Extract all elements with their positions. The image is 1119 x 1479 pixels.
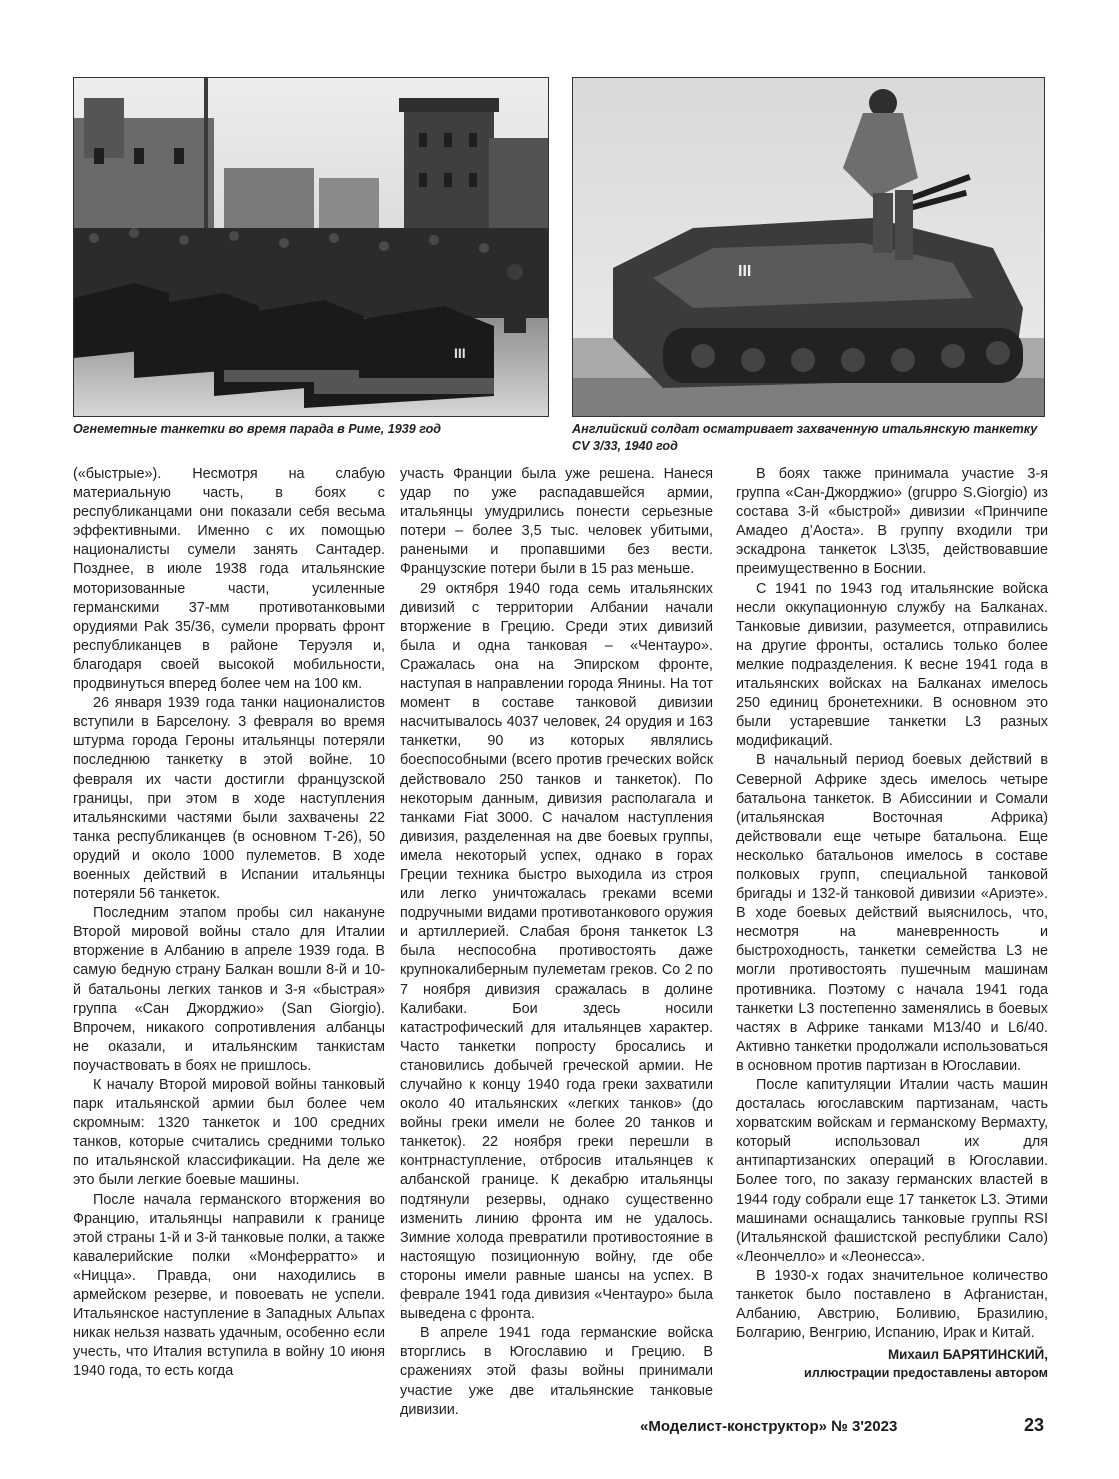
- paragraph: В начальный период боевых действий в Северной Африке здесь имелось четыре батальона танкеток. В Абиссинии и Сомали (итальянская Восточная Африка) действовали еще четыре батальона. Еще несколько батальонов имелось в составе полковых групп, специальной танковой бригады и 132-й танковой дивизии «Ариэте». В ходе боевых действий выяснилось, что, несмотря на маневренность и быстроходность, танкетки семейства L3 не могли противостоять пушечным машинам противника. Поэтому с начала 1941 года танкетки L3 постепенно заменялись в боевых частях в Африке танками M13/40 и L6/40. Активно танкетки продолжали использоваться в основном против партизан в Югославии.: [736, 752, 1048, 1074]
- paragraph: К началу Второй мировой войны танковый парк итальянской армии был более чем скромным: 1320 танкеток и 100 средних танков, которые считались средними только по итальянской классификации. На деле же это были легкие боевые машины.: [73, 1077, 385, 1189]
- parade-photo: [73, 77, 549, 417]
- page-number: 23: [1024, 1415, 1045, 1435]
- tank-marking-left: III: [454, 345, 466, 361]
- paragraph: («быстрые»). Несмотря на слабую материальную часть, в боях с республиканцами они показали себя весьма эффективными. Именно с их помощью националисты сумели занять Сантадер. Позднее, в июле 1938 года итальянские моторизованные части, усиленные германскими 37-мм противотанковыми орудиями Pak 35/36, сумели прорвать фронт республиканцев в районе Теруэля и, благодаря своей высокой мобильности, продвинуться вперед более чем на 100 км.: [73, 466, 385, 693]
- author-name: Михаил БАРЯТИНСКИЙ,: [887, 1347, 1048, 1363]
- photo-caption-right: Английский солдат осматривает захваченную итальянскую танкетку CV 3/33, 1940 год: [572, 422, 1038, 453]
- paragraph: С 1941 по 1943 год итальянские войска несли оккупационную службу на Балканах. Танковые дивизии, разумеется, отправились на другие фронты, остались только более мелкие подразделения. К весне 1941 года в итальянских войсках на Балканах имелось 250 единиц бронетехники. В основном это были устаревшие танкетки L3 разных модификаций.: [736, 580, 1048, 750]
- text-column-2: [400, 465, 713, 1420]
- photo-caption-left: Огнеметные танкетки во время парада в Риме, 1939 год: [73, 422, 442, 436]
- paragraph: Последним этапом пробы сил накануне Второй мировой войны стало для Италии вторжение в Албанию в апреле 1939 года. В самую бедную страну Балкан вошли 8-й и 10-й батальоны легких танков и 3-я «быстрая» группа «Сан Джорджио» (San Giorgio). Впрочем, никакого сопротивления албанцы не оказали, и итальянским танкистам поучаствовать в боях не пришлось.: [73, 905, 385, 1074]
- captured-tankette-photo: [572, 77, 1045, 417]
- paragraph: После начала германского вторжения во Францию, итальянцы направили к границе этой страны 1-й и 3-й танковые полки, а также кавалерийские полки «Монферратто» и «Ницца». Правда, они находились в армейском резерве, и повоевать не успели. Итальянское наступление в Западных Альпах никак нельзя назвать удачным, особенно если учесть, что Италия вступила в войну 10 июня 1940 года, то есть когда: [73, 1191, 385, 1380]
- paragraph: После капитуляции Италии часть машин досталась югославским партизанам, часть хорватским войскам и германскому Вермахту, который использовал их для антипартизанских операций в Югославии. Более того, по заказу германских властей в 1944 году собрали еще 17 танкеток L3. Этими машинами оснащались танковые группы RSI (Итальянской фашистской республики Сало) «Леончелло» и «Леонесса».: [736, 1077, 1048, 1265]
- paragraph: В боях также принимала участие 3-я группа «Сан-Джорджио» (gruppo S.Giorgio) из состава 3-й «быстрой» дивизии «Принчипе Амадео д’Аоста». В группу входили три эскадрона танкеток L3\35, действовавшие преимущественно в Боснии.: [736, 466, 1048, 578]
- tank-marking-right: III: [738, 263, 752, 280]
- text-column-1: [73, 465, 385, 1382]
- magazine-issue: «Моделист-конструктор» № 3'2023: [640, 1418, 898, 1435]
- paragraph: 26 января 1939 года танки националистов вступили в Барселону. 3 февраля во время штурма города Героны итальянцы потеряли последнюю танкетку в этой войне. 10 февраля их части достигли французской границы, при этом в ходе наступления итальянскими частями были захвачены 22 танка республиканцев (в основном Т-26), 50 орудий и около 1000 пулеметов. В ходе военных действий в Испании итальянцы потеряли 56 танкеток.: [73, 695, 385, 903]
- paragraph: участь Франции была уже решена. Нанеся удар по уже распадавшейся армии, итальянцы умудрились понести серьезные потери – более 3,5 тыс. человек убитыми, ранеными и пропавшими без вести. Французские потери были в 15 раз меньше.: [400, 466, 713, 578]
- paragraph: В апреле 1941 года германские войска вторглись в Югославию и Грецию. В сражениях этой фазы войны принимали участие уже две итальянские танковые дивизии.: [400, 1325, 713, 1418]
- text-column-3: [736, 465, 1048, 1383]
- illustration-credit: иллюстрации предоставлены автором: [803, 1366, 1048, 1381]
- paragraph: 29 октября 1940 года семь итальянских дивизий с территории Албании начали вторжение в Грецию. Среди этих дивизий была и одна танковая – «Чентауро». Сражалась она на Эпирском фронте, наступая в направлении города Янины. На тот момент в составе танковой дивизии насчитывалось 4037 человек, 24 орудия и 163 танкетки, 90 из которых являлись боеспособными (всего против греческих войск действовало 250 танков и танкеток). По некоторым данным, дивизия располагала и танками Fiat 3000. С началом наступления дивизия, разделенная на две боевых группы, имела некоторый успех, однако в горах Греции техника быстро выходила из строя или легко уничтожалась греками всеми подручными видами противотанкового оружия и артиллерией. Слабая броня танкеток L3 была неспособна противостоять даже крупнокалиберным пулеметам греков. Со 2 по 7 ноября дивизия сражалась в долине Калибаки. Бои здесь носили катастрофический для итальянцев характер. Часто танкетки попросту бросались и становились добычей греческой армии. Не случайно к концу 1940 года греки захватили около 40 итальянских «легких танков» (до войны греки имели не более 20 танков и танкеток). 22 ноября греки перешли в контрнаступление, отбросив итальянцев к албанской границе. К декабрю итальянцы подтянули резервы, однако существенно изменить линию фронта им не удалось. Зимние холода превратили противостояние в настоящую позиционную войну, где обе стороны имели равные шансы на успех. В феврале 1941 года дивизия «Чентауро» была выведена с фронта.: [400, 580, 713, 1323]
- paragraph: В 1930-х годах значительное количество танкеток было поставлено в Афганистан, Албанию, Австрию, Боливию, Бразилию, Болгарию, Венгрию, Испанию, Ирак и Китай.: [736, 1267, 1048, 1342]
